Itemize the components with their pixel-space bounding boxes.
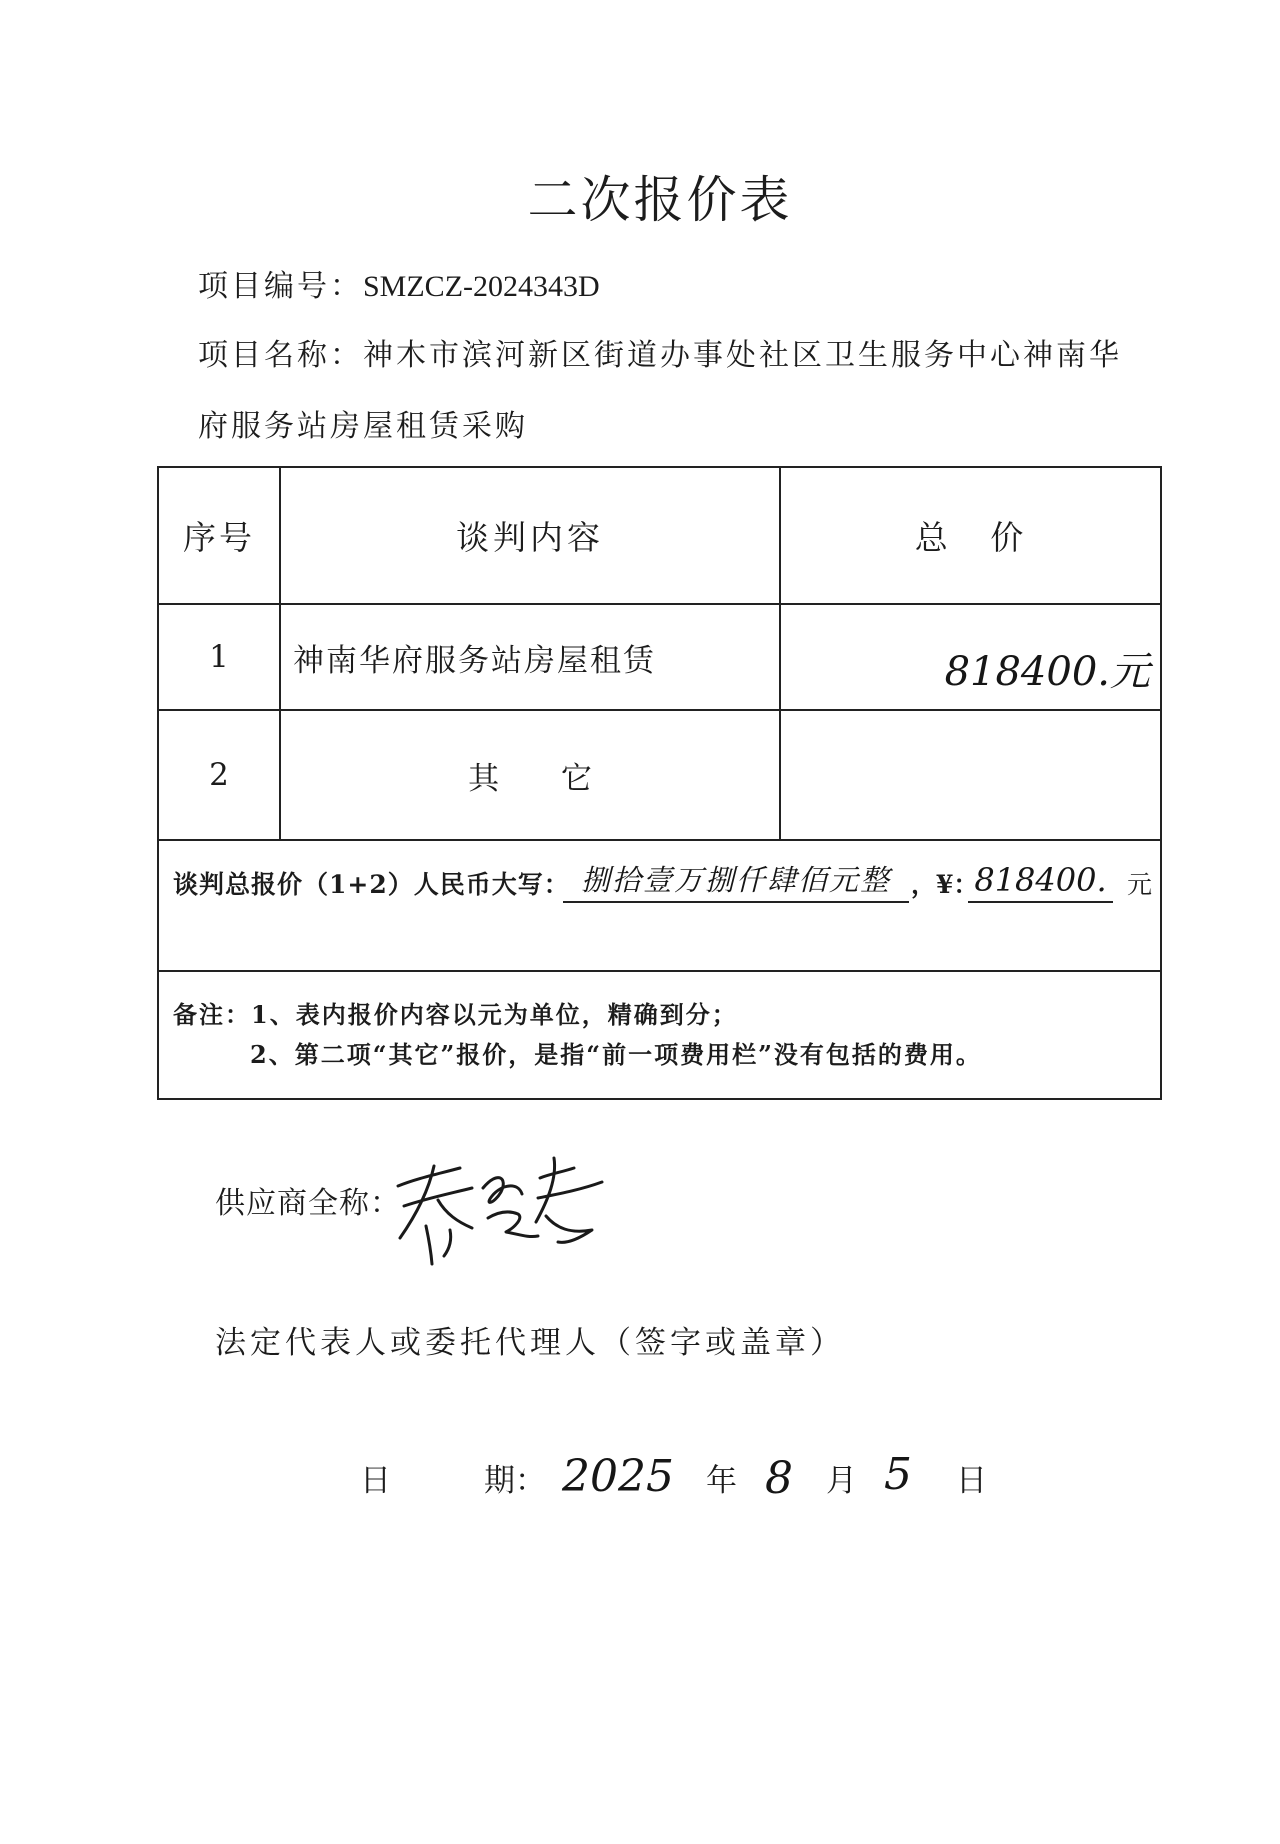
grand-total-currency-label: ，¥： (911, 870, 979, 899)
table-row (158, 710, 1161, 840)
notes-cell (158, 971, 1161, 1099)
project-name-value-line2: 府服务站房屋租赁采购 (198, 409, 528, 444)
grand-total-amount-in-words: 捌拾壹万捌仟肆佰元整 (563, 859, 909, 903)
row-2-content: 其 它 (280, 710, 780, 840)
date-month-label: 月 (826, 1463, 857, 1499)
row-2-seq: 2 (158, 710, 280, 840)
table-header-row (158, 467, 1161, 604)
grand-total-amount: 818400. (968, 859, 1113, 903)
supplier-name-label: 供应商全称： (215, 1186, 401, 1221)
notes-row (158, 971, 1161, 1099)
row-1-total-handwritten: 818400.元 (780, 604, 1161, 710)
grand-total-label: 谈判总报价（1+2）人民币大写： (173, 870, 570, 899)
note-line-1: 备注：1、表内报价内容以元为单位，精确到分； (173, 1000, 738, 1029)
date-year-handwritten: 2025 (562, 1451, 674, 1502)
project-name-label: 项目名称： (198, 338, 363, 373)
grand-total-cell (158, 840, 1161, 971)
header-seq: 序号 (158, 467, 280, 604)
date-label-second: 期： (484, 1463, 546, 1499)
supplier-signature (388, 1148, 608, 1270)
header-content: 谈判内容 (280, 467, 780, 604)
date-label-first: 日 (360, 1463, 391, 1499)
note-line-2: 2、第二项“其它”报价，是指“前一项费用栏”没有包括的费用。 (250, 1040, 982, 1069)
date-year-label: 年 (706, 1463, 737, 1499)
header-total-price: 总 价 (780, 467, 1161, 604)
grand-total-line (159, 841, 1160, 968)
project-number-line (198, 267, 600, 307)
grand-total-row (158, 840, 1161, 971)
row-2-total (780, 710, 1161, 840)
row-1-content: 神南华府服务站房屋租赁 (280, 604, 780, 710)
project-name-line (198, 336, 1122, 376)
project-number-value: SMZCZ-2024343D (363, 270, 600, 303)
project-name-value-line1: 神木市滨河新区街道办事处社区卫生服务中心神南华 (363, 338, 1122, 373)
date-month-handwritten: 8 (765, 1453, 793, 1504)
date-day-handwritten: 5 (884, 1449, 912, 1500)
table-row (158, 604, 1161, 710)
project-number-label: 项目编号： (198, 269, 363, 304)
row-1-seq: 1 (158, 604, 280, 710)
date-day-label: 日 (956, 1463, 987, 1499)
grand-total-unit: 元 (1127, 870, 1153, 899)
quotation-table (157, 466, 1162, 1100)
representative-label: 法定代表人或委托代理人（签字或盖章） (215, 1325, 845, 1361)
notes-box (159, 972, 1160, 1096)
document-title: 二次报价表 (527, 171, 793, 229)
